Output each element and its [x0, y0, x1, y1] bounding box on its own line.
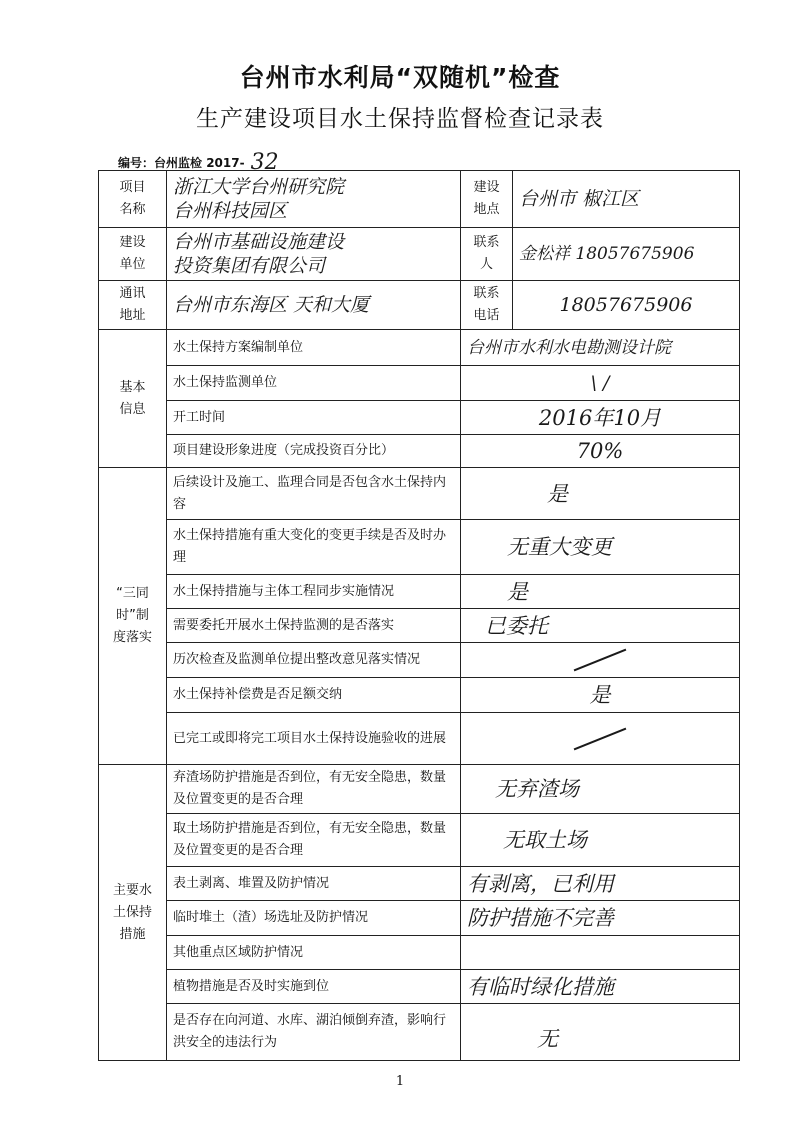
m-a-temp-stockpile: 防护措施不完善 — [461, 901, 740, 936]
location-label: 建设 地点 — [461, 171, 513, 228]
ts-q-sync: 水土保持措施与主体工程同步实施情况 — [167, 575, 461, 609]
serial-label: 编号： — [118, 156, 155, 170]
m-q-temp-stockpile: 临时堆土（渣）场选址及防护情况 — [167, 901, 461, 936]
phone-label: 联系 电话 — [461, 281, 513, 330]
ts-a-rectification — [461, 643, 740, 678]
m-a-vegetation: 有临时绿化措施 — [461, 970, 740, 1004]
location-value: 台州市 椒江区 — [513, 171, 740, 228]
m-q-illegal-dumping: 是否存在向河道、水库、湖泊倾倒弃渣，影响行洪安全的违法行为 — [167, 1004, 461, 1061]
m-q-topsoil: 表土剥离、堆置及防护情况 — [167, 867, 461, 901]
m-q-spoil-site: 弃渣场防护措施是否到位，有无安全隐患，数量及位置变更的是否合理 — [167, 765, 461, 814]
m-a-spoil-site: 无弃渣场 — [461, 765, 740, 814]
project-name-label: 项目 名称 — [99, 171, 167, 228]
m-a-borrow-site: 无取土场 — [461, 814, 740, 867]
m-a-illegal-dumping: 无 — [461, 1004, 740, 1061]
ts-q-acceptance: 已完工或即将完工项目水土保持设施验收的进展 — [167, 713, 461, 765]
basic-q-monitor-unit: 水土保持监测单位 — [167, 366, 461, 401]
m-a-other-areas — [461, 936, 740, 970]
serial-handwritten-number: 32 — [250, 150, 279, 175]
basic-info-label: 基本 信息 — [99, 330, 167, 468]
m-a-topsoil: 有剥离，已利用 — [461, 867, 740, 901]
ts-a-monitoring-entrust: 已委托 — [461, 609, 740, 643]
dash-mark — [574, 649, 627, 672]
basic-q-start-date: 开工时间 — [167, 401, 461, 435]
ts-q-contracts: 后续设计及施工、监理合同是否包含水土保持内容 — [167, 468, 461, 520]
contact-label: 联系 人 — [461, 228, 513, 281]
basic-a-start-date: 2016年10月 — [461, 401, 740, 435]
basic-q-progress: 项目建设形象进度（完成投资百分比） — [167, 435, 461, 468]
document-title: 台州市水利局“双随机”检查 — [239, 63, 561, 92]
ts-a-change-procedure: 无重大变更 — [461, 520, 740, 575]
address-value: 台州市东海区 天和大厦 — [167, 281, 461, 330]
m-q-borrow-site: 取土场防护措施是否到位，有无安全隐患，数量及位置变更的是否合理 — [167, 814, 461, 867]
ts-a-compensation-fee: 是 — [461, 678, 740, 713]
basic-a-monitor-unit: \ / — [461, 366, 740, 401]
basic-q-plan-unit: 水土保持方案编制单位 — [167, 330, 461, 366]
m-q-vegetation: 植物措施是否及时实施到位 — [167, 970, 461, 1004]
dash-mark — [574, 727, 627, 750]
basic-a-progress: 70% — [461, 435, 740, 468]
ts-a-contracts: 是 — [461, 468, 740, 520]
document-subtitle: 生产建设项目水土保持监督检查记录表 — [196, 106, 604, 132]
ts-q-rectification: 历次检查及监测单位提出整改意见落实情况 — [167, 643, 461, 678]
measures-label: 主要水 土保持 措施 — [99, 765, 167, 1061]
phone-value: 18057675906 — [513, 281, 740, 330]
three-same-label: “三同 时”制 度落实 — [99, 468, 167, 765]
ts-a-sync: 是 — [461, 575, 740, 609]
ts-q-monitoring-entrust: 需要委托开展水土保持监测的是否落实 — [167, 609, 461, 643]
m-q-other-areas: 其他重点区域防护情况 — [167, 936, 461, 970]
builder-label: 建设 单位 — [99, 228, 167, 281]
serial-prefix: 台州监检 2017- — [154, 156, 245, 170]
ts-q-change-procedure: 水土保持措施有重大变化的变更手续是否及时办理 — [167, 520, 461, 575]
contact-value: 金松祥 18057675906 — [513, 228, 740, 281]
address-label: 通讯 地址 — [99, 281, 167, 330]
ts-a-acceptance — [461, 713, 740, 765]
page-number: 1 — [395, 1074, 405, 1089]
inspection-form — [98, 170, 740, 1061]
ts-q-compensation-fee: 水土保持补偿费是否足额交纳 — [167, 678, 461, 713]
builder-value: 台州市基础设施建设 投资集团有限公司 — [167, 228, 461, 281]
project-name-value: 浙江大学台州研究院 台州科技园区 — [167, 171, 461, 228]
basic-a-plan-unit: 台州市水利水电勘测设计院 — [461, 330, 740, 366]
